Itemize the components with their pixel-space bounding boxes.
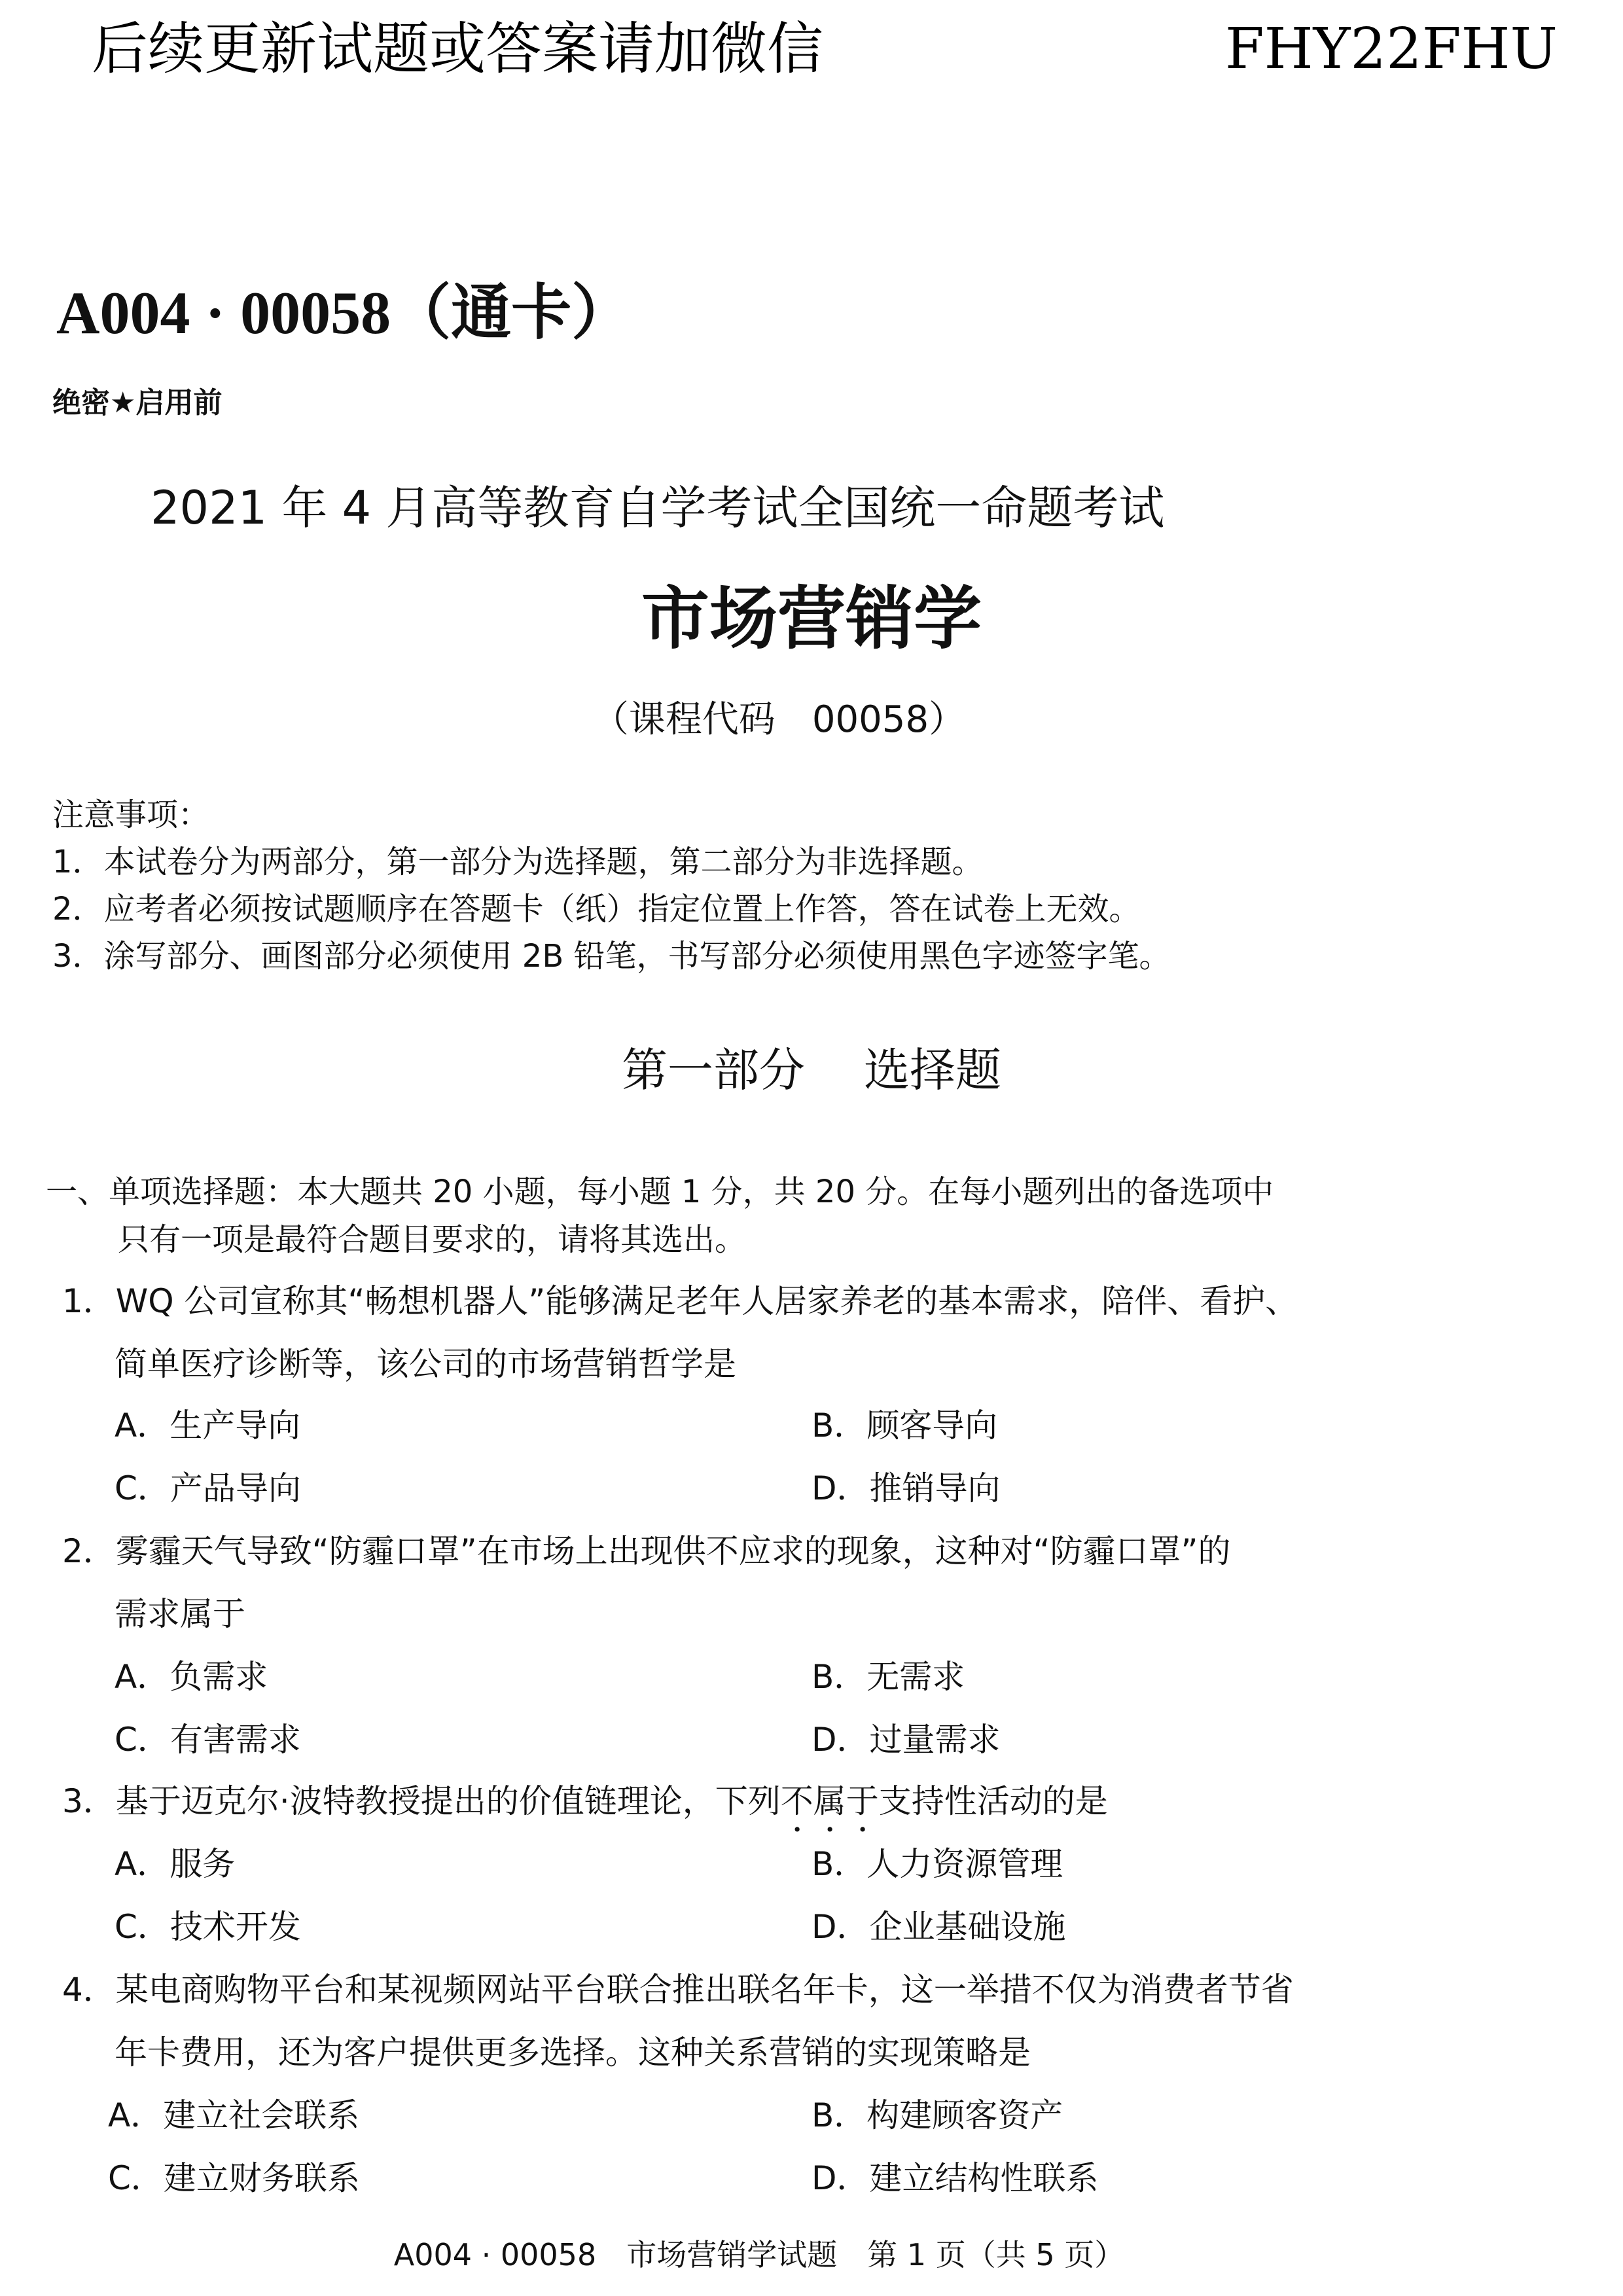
section-part: 第一部分 [622,1043,805,1097]
option-c: C．产品导向 [115,1469,301,1507]
option-b: B．人力资源管理 [812,1845,1063,1883]
question-3-line1 [62,1776,1108,1839]
option-b: B．构建顾客资产 [812,2096,1063,2134]
option-c: C．建立财务联系 [108,2159,360,2197]
question-2-line1: 2．雾霾天气导致“防霾口罩”在市场上出现供不应求的现象，这种对“防霾口罩”的 [62,1532,1231,1570]
option-b: B．无需求 [812,1658,965,1696]
option-c: C．有害需求 [115,1721,301,1759]
option-a: A．建立社会联系 [108,2096,360,2134]
watermark-banner [92,13,1558,85]
question-3-emphasis: 不属于 [780,1782,879,1820]
banner-right-text: FHY22FHU [1224,16,1558,82]
question-1-line2: 简单医疗诊断等，该公司的市场营销哲学是 [115,1345,736,1383]
question-3-text-pre: 3．基于迈克尔·波特教授提出的价值链理论，下列 [62,1782,781,1820]
secret-label: 绝密★启用前 [52,386,223,420]
exam-title: 2021 年 4 月高等教育自学考试全国统一命题考试 [151,481,1165,535]
note-item: 3．涂写部分、画图部分必须使用 2B 铅笔，书写部分必须使用黑色字迹签字笔。 [52,938,1171,975]
page-footer: A004 · 00058 市场营销学试题 第 1 页（共 5 页） [393,2237,1125,2272]
notes-title: 注意事项： [52,797,210,833]
question-2-line2: 需求属于 [115,1595,245,1633]
question-4-line2: 年卡费用，还为客户提供更多选择。这种关系营销的实现策略是 [115,2034,1031,2072]
option-d: D．企业基础设施 [812,1908,1066,1946]
option-a: A．负需求 [115,1658,268,1696]
option-d: D．建立结构性联系 [812,2159,1099,2197]
option-d: D．过量需求 [812,1721,1001,1759]
question-1-line1: 1．WQ 公司宣称其“畅想机器人”能够满足老年人居家养老的基本需求，陪伴、看护、 [62,1282,1298,1320]
instruction-line: 只有一项是最符合题目要求的，请将其选出。 [118,1221,747,1258]
option-a: A．服务 [115,1845,236,1883]
note-item: 1．本试卷分为两部分，第一部分为选择题，第二部分为非选择题。 [52,844,984,880]
option-d: D．推销导向 [812,1469,1001,1507]
question-3-text-post: 支持性活动的是 [878,1782,1108,1820]
option-a: A．生产导向 [115,1407,301,1444]
course-code: （课程代码 00058） [592,698,966,741]
question-4-line1: 4．某电商购物平台和某视频网站平台联合推出联名年卡，这一举措不仅为消费者节省 [62,1971,1294,2009]
option-c: C．技术开发 [115,1908,301,1946]
instruction-line: 一、单项选择题：本大题共 20 小题，每小题 1 分，共 20 分。在每小题列出的备选项中 [46,1174,1274,1210]
subject-title: 市场营销学 [641,578,982,658]
banner-left-text: 后续更新试题或答案请加微信 [92,16,823,82]
option-b: B．顾客导向 [812,1407,998,1444]
section-title [0,1037,1623,1103]
paper-code: A004 · 00058（通卡） [56,279,632,346]
section-name: 选择题 [864,1043,1001,1097]
note-item: 2．应考者必须按试题顺序在答题卡（纸）指定位置上作答，答在试卷上无效。 [52,891,1141,927]
